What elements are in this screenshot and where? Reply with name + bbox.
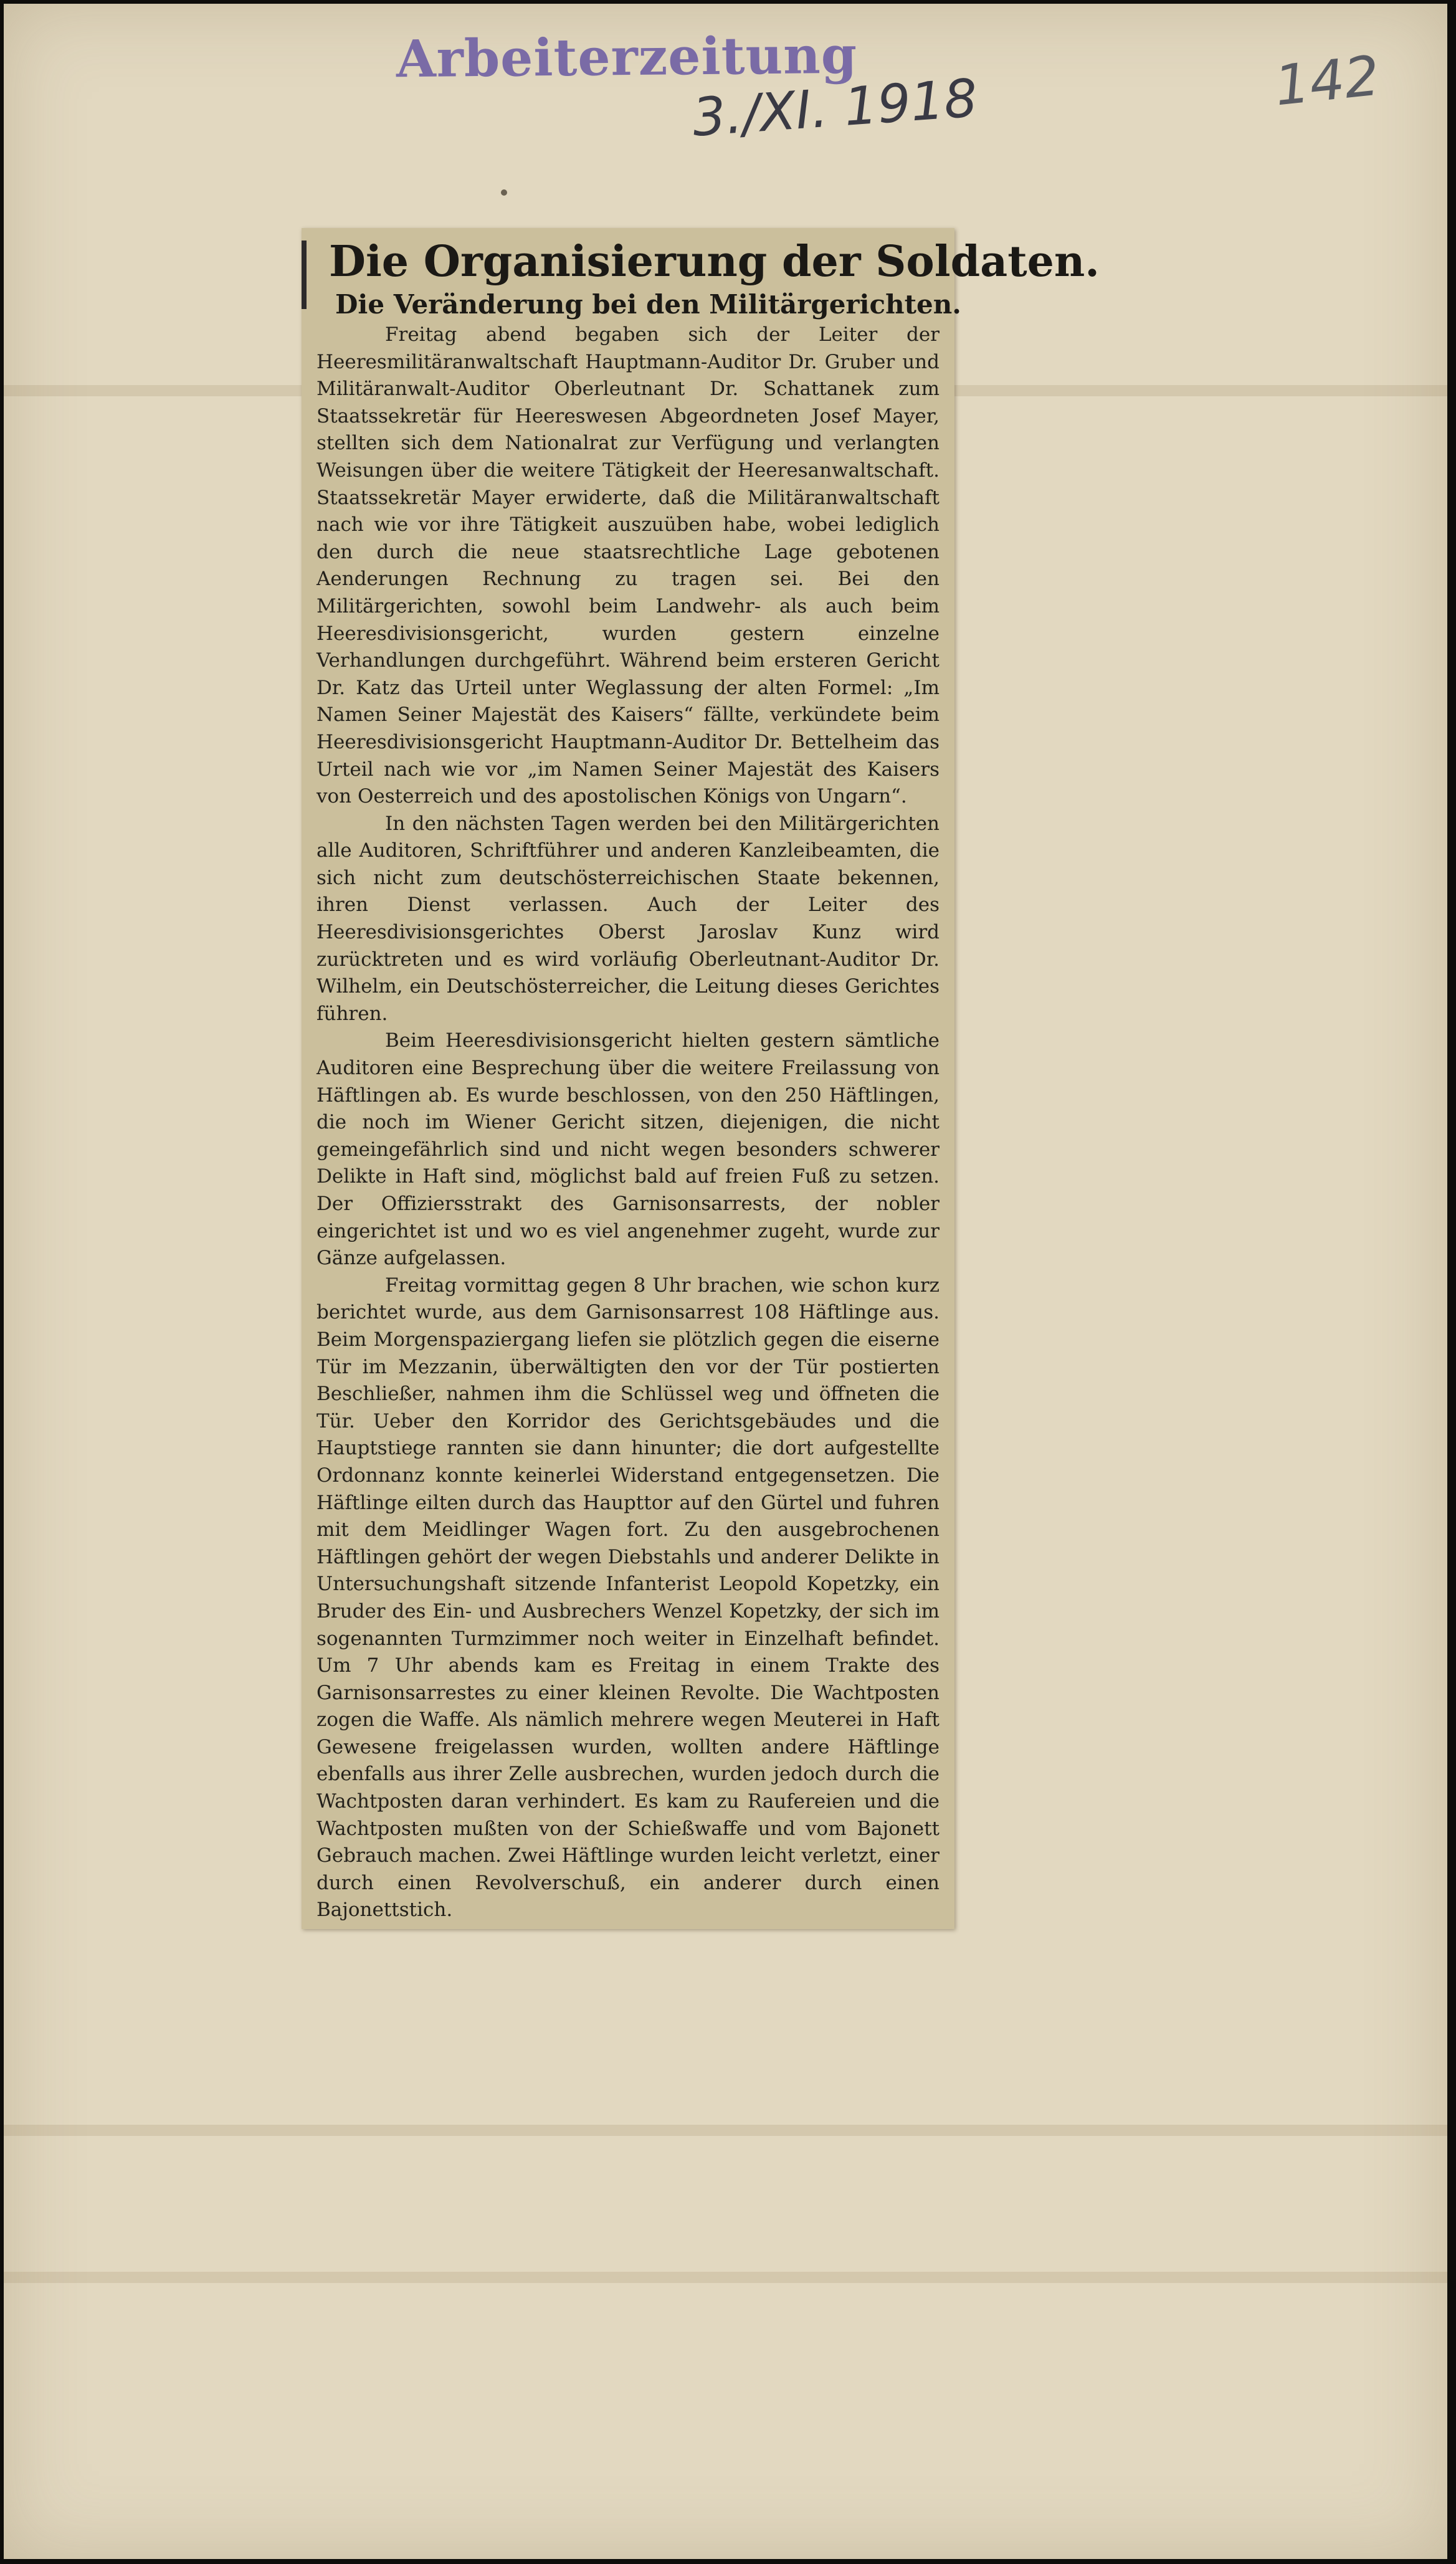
newspaper-clipping — [302, 228, 1100, 1929]
article-headline: Die Organisierung der Soldaten. — [329, 237, 1100, 287]
article-body — [316, 322, 940, 1924]
paper-band — [4, 2125, 1447, 2136]
archive-sheet — [4, 4, 1447, 2559]
archive-number: 142 — [1272, 43, 1382, 118]
article-paragraph: Freitag vormittag gegen 8 Uhr brachen, wie schon kurz berichtet wurde, aus dem Garnisonsarrest 108 Häftlinge aus. Beim Morgenspaziergang liefen sie plötzlich gegen die eiserne Tür im Mezzanin, überwältigten den vor der Tür postierten Beschließer, nahmen ihm die Schlüssel weg und öffneten die Tür. Ueber den Korridor des Gerichtsgebäudes und die Hauptstiege rannten sie dann hinunter; die dort aufgestellte Ordonnanz konnte keinerlei Widerstand entgegensetzen. Die Häftlinge eilten durch das Haupttor auf den Gürtel und fuhren mit dem Meidlinger Wagen fort. Zu den ausgebrochenen Häftlingen gehört der wegen Diebstahls und anderer Delikte in Untersuchungshaft sitzende Infanterist Leopold Kopetzky, ein Bruder des Ein- und Ausbrechers Wenzel Kopetzky, der sich im sogenannten Turmzimmer noch weiter in Einzelhaft befindet. Um 7 Uhr abends kam es Freitag in einem Trakte des Garnisonsarrestes zu einer kleinen Revolte. Die Wachtposten zogen die Waffe. Als nämlich mehrere wegen Meuterei in Haft Gewesene freigelassen wurden, wollten andere Häftlinge ebenfalls aus ihrer Zelle ausbrechen, wurden jedoch durch die Wachtposten daran verhindert. Es kam zu Raufereien und die Wachtposten mußten von der Schießwaffe und vom Bajonett Gebrauch machen. Zwei Häftlinge wurden leicht verletzt, einer durch einen Revolverschuß, ein anderer durch einen Bajonettstich. — [316, 1274, 940, 1922]
handwritten-date: 3./XI. 1918 — [690, 67, 979, 148]
clipping-edge-mark — [302, 241, 307, 309]
newspaper-stamp: Arbeiterzeitung — [396, 25, 858, 90]
paper-mark — [501, 189, 507, 196]
article-subheadline: Die Veränderung bei den Militärgerichten. — [335, 289, 961, 320]
article-paragraph: Freitag abend begaben sich der Leiter der Heeresmilitäranwaltschaft Hauptmann-Auditor Dr. Gruber und Militäranwalt-Auditor Oberleutnant Dr. Schattanek zum Staatssekretär für Heereswesen Abgeordneten Josef Mayer, stellten sich dem Nationalrat zur Verfügung und verlangten Weisungen über die weitere Tätigkeit der Heeresanwaltschaft. Staatssekretär Mayer erwiderte, daß die Militäranwaltschaft nach wie vor ihre Tätigkeit auszuüben habe, wobei lediglich den durch die neue staatsrechtliche Lage gebotenen Aenderungen Rechnung zu tragen sei. Bei den Militärgerichten, sowohl beim Landwehr- als auch beim Heeresdivisionsgericht, wurden gestern einzelne Verhandlungen durchgeführt. Während beim ersteren Gericht Dr. Katz das Urteil unter Weglassung der alten Formel: „Im Namen Seiner Majestät des Kaisers“ fällte, verkündete beim Heeresdivisionsgericht Hauptmann-Auditor Dr. Bettelheim das Urteil nach wie vor „im Namen Seiner Majestät des Kaisers von Oesterreich und des apostolischen Königs von Ungarn“. — [316, 323, 940, 808]
paper-band — [4, 2272, 1447, 2283]
article-paragraph: In den nächsten Tagen werden bei den Militärgerichten alle Auditoren, Schriftführer und anderen Kanzleibeamten, die sich nicht zum deutschösterreichischen Staate bekennen, ihren Dienst verlassen. Auch der Leiter des Heeresdivisionsgerichtes Oberst Jaroslav Kunz wird zurücktreten und es wird vorläufig Oberleutnant-Auditor Dr. Wilhelm, ein Deutschösterreicher, die Leitung dieses Gerichtes führen. — [316, 812, 940, 1025]
article-paragraph: Beim Heeresdivisionsgericht hielten gestern sämtliche Auditoren eine Besprechung über die weitere Freilassung von Häftlingen ab. Es wurde beschlossen, von den 250 Häftlingen, die noch im Wiener Gericht sitzen, diejenigen, die nicht gemeingefährlich sind und nicht wegen besonders schwerer Delikte in Haft sind, möglichst bald auf freien Fuß zu setzen. Der Offiziersstrakt des Garnisonsarrests, der nobler eingerichtet ist und wo es viel angenehmer zugeht, wurde zur Gänze aufgelassen. — [316, 1029, 940, 1270]
